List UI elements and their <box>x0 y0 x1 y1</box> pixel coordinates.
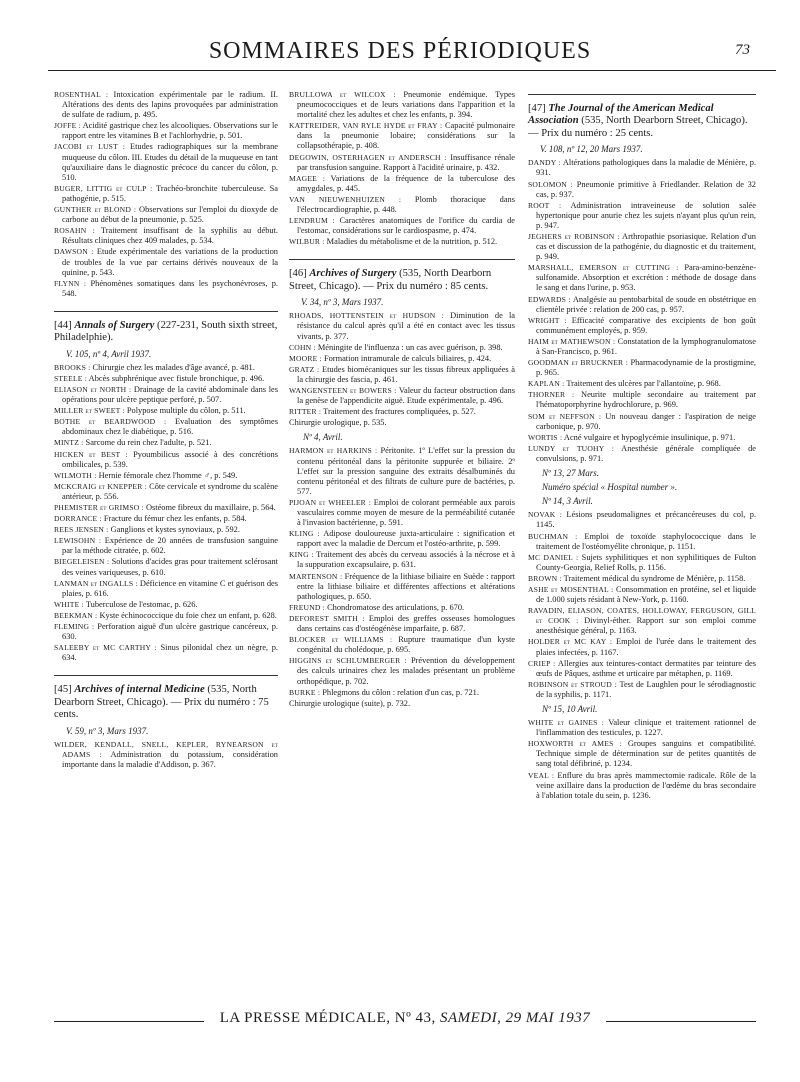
entry-text: Acidité gastrique chez les alcooliques. Observations sur le rapport entre les vitamines B et l'achlorhydrie, p. 501. <box>62 121 278 141</box>
page-footer <box>54 1010 756 1034</box>
section-divider <box>54 675 278 676</box>
section-45-heading <box>54 684 278 721</box>
section-number: [44] <box>54 319 72 331</box>
entry-text: Arthropathie psoriasique. Relation d'un cas et discussion de la pathogénie, du diagnostic et du traitement, p. 949. <box>536 231 756 262</box>
list-item <box>289 216 515 236</box>
entry-text: Expérience de 20 années de transfusion sanguine par la méthode citratée, p. 602. <box>62 536 278 556</box>
list-item <box>54 471 278 481</box>
list-item <box>528 390 756 410</box>
column-right <box>528 90 756 802</box>
list-item <box>528 433 756 443</box>
issue-subheading: Nº 13, 27 Mars. <box>542 468 600 479</box>
entry-text: Formation intramurale de calculs biliaires, p. 424. <box>323 353 492 363</box>
list-item <box>54 600 278 610</box>
entry-authors: BROOKS : <box>54 362 91 372</box>
entry-text: Polypose multiple du côlon, p. 511. <box>126 406 246 416</box>
entry-list <box>528 158 756 464</box>
entry-authors: WILDER, KENDALL, SNELL, KEPLER, RYNEARSON et ADAMS : <box>54 739 278 759</box>
list-item <box>289 407 515 417</box>
entry-text: Sarcome du rein chez l'adulte, p. 521. <box>85 438 212 448</box>
entry-authors: MAGEE : <box>289 173 325 183</box>
journal-info: (535, North Dearborn Street, Chicago). — Prix du numéro : 25 cents. <box>528 115 748 139</box>
journal-info: (535, North Dearborn Street, Chicago). — Prix du numéro : 75 cents. <box>54 684 269 721</box>
entry-authors: LUNDY et TUOHY : <box>528 443 615 453</box>
entry-authors: KING : <box>289 550 314 560</box>
section-divider <box>289 259 515 260</box>
entry-authors: BIEGELEISEN : <box>54 557 110 567</box>
entry-authors: ROBINSON et STROUD : <box>528 679 617 689</box>
list-item <box>528 680 756 700</box>
list-item <box>54 557 278 577</box>
list-item <box>54 417 278 437</box>
entry-authors: RAVADIN, ELIASON, COATES, HOLLOWAY, FERGUSON, GILL et COOK : <box>528 606 756 626</box>
entry-text: Insuffisance rénale par transfusion sanguine. Rapport à l'acidité urinaire, p. 432. <box>297 152 516 172</box>
list-item <box>528 412 756 432</box>
entry-authors: WILMOTH : <box>54 470 97 480</box>
entry-text: Capacité pulmonaire dans la pneumonie lobaire; considérations sur la collapsothérapie, p. 408. <box>297 121 515 151</box>
entry-text: Test de Laughlen pour le sérodiagnostic de la syphilis, p. 1171. <box>536 679 756 699</box>
entry-authors: DAWSON : <box>54 247 94 257</box>
entry-authors: WHITE : <box>54 599 84 609</box>
entry-authors: PHEMISTER et GRIMSO : <box>54 503 144 512</box>
entry-list <box>289 311 515 417</box>
entry-text: Lésions pseudomalignes et précancéreuses du col, p. 1145. <box>536 510 756 530</box>
entry-authors: DEGOWIN, OSTERHAGEN et ANDERSCH : <box>289 152 447 162</box>
entry-authors: WRIGHT : <box>528 315 567 325</box>
entry-text: Solutions d'acides gras pour traitement sclérosant des veines variqueuses, p. 610. <box>62 557 278 577</box>
entry-authors: KAPLAN : <box>528 379 565 389</box>
entry-authors: DEFOREST SMITH : <box>289 613 365 623</box>
list-item <box>528 659 756 679</box>
entry-authors: BLOCKER et WILLIAMS : <box>289 635 393 645</box>
list-item <box>54 503 278 513</box>
entry-authors: WILBUR : <box>289 237 325 247</box>
column-left <box>54 90 278 771</box>
journal-title: Archives of internal Medicine <box>74 684 205 696</box>
entry-authors: HICKEN et BEST : <box>54 449 128 459</box>
entry-text: Traitement des ulcères par l'allantoïne, p. 968. <box>566 379 721 389</box>
entry-text: Prévention du développement des calculs urinaires chez les malades présentant un problème orthopédique, p. 702. <box>297 656 515 686</box>
entry-text: Emploi de l'urée dans le traitement des plaies infectées, p. 1167. <box>536 637 756 657</box>
entry-authors: KLING : <box>289 529 320 539</box>
footer-text <box>219 1010 591 1027</box>
entry-text: Traitement des abcès du cerveau associés à la nécrose et à la suppuration excapsulaire, p. 631. <box>297 550 515 570</box>
entry-authors: LANMAN et INGALLS : <box>54 578 138 588</box>
list-item <box>289 529 515 549</box>
entry-text: Allergies aux teintures-contact dermatites par teinture des œufs de Pâques, asthme et urticaire par métaphen, p. 1169. <box>536 658 756 678</box>
entry-text: Tuberculose de l'estomac, p. 626. <box>85 599 198 609</box>
list-item <box>289 688 515 698</box>
list-item <box>289 635 515 655</box>
list-item <box>289 446 515 496</box>
entry-text: Variations de la fréquence de la tuberculose des amygdales, p. 445. <box>297 173 515 193</box>
list-item <box>528 316 756 336</box>
entry-authors: FLEMING : <box>54 622 95 632</box>
entry-text: Pyoumbilicus associé à des concrétions ombilicales, p. 539. <box>62 449 278 469</box>
column-middle <box>289 90 515 710</box>
entry-authors: HIGGINS et SCHLUMBERGER : <box>289 656 407 666</box>
list-item <box>289 603 515 613</box>
journal-info: (227-231, South sixth street, Philadelphie). <box>54 319 278 344</box>
entry-authors: MILLER et SWEET : <box>54 406 125 416</box>
section-divider <box>528 94 756 95</box>
issue-subheading: Nº 15, 10 Avril. <box>542 704 598 714</box>
entry-authors: BRULLOWA et WILCOX : <box>289 90 396 99</box>
entry-list <box>289 90 515 247</box>
entry-authors: HOLDER et MC KAY : <box>528 637 613 647</box>
entry-authors: GUNTHER et BLOND : <box>54 205 137 215</box>
list-item <box>54 406 278 416</box>
section-number: [45] <box>54 684 72 696</box>
list-item <box>54 622 278 642</box>
entry-authors: VAN NIEUWENHUIZEN : <box>289 194 402 204</box>
entry-text: Pneumonie primitive à Friedlander. Relation de 32 cas, p. 937. <box>536 179 756 199</box>
list-item <box>54 740 278 770</box>
entry-text: Acné vulgaire et hypoglycémie insulinique, p. 971. <box>563 432 736 442</box>
entry-text: Trachéo-bronchite tuberculeuse. Sa pathogénie, p. 515. <box>62 183 278 203</box>
entry-authors: BUGER, LITTIG et CULP : <box>54 183 153 193</box>
list-item <box>289 195 515 215</box>
entry-list <box>528 510 756 700</box>
entry-text: Efficacité comparative des excipients de bon goût communément employés, p. 959. <box>536 315 756 335</box>
entry-list <box>54 740 278 770</box>
list-item <box>54 579 278 599</box>
entry-authors: MC DANIEL : <box>528 552 579 562</box>
entry-text: Consommation en protéine, sel et liquide de 1.000 sujets résidant à New-York, p. 1160. <box>536 584 757 605</box>
list-item <box>289 365 515 385</box>
entry-list <box>289 446 515 697</box>
list-item <box>528 574 756 584</box>
entry-authors: NOVAK : <box>528 510 563 520</box>
list-item <box>528 444 756 464</box>
list-item <box>528 637 756 657</box>
entry-list <box>54 363 278 664</box>
list-item <box>54 643 278 663</box>
entry-text: Valeur du facteur obstruction dans la genèse de l'appendicite aiguë. Etude expérimentale, p. 496. <box>297 385 515 406</box>
entry-authors: MINTZ : <box>54 438 84 448</box>
entry-text: Pneumonie endémique. Types pneumococciques et de leurs variations dans l'apparition et la mortalité chez les adultes et chez les enfants, p. 394. <box>297 90 515 120</box>
list-item <box>528 379 756 389</box>
list-item <box>54 226 278 246</box>
section-44-heading <box>54 320 278 345</box>
entry-text: Phlegmons du côlon : relation d'un cas, p. 721. <box>322 687 479 697</box>
entry-text: Ganglions et kystes synoviaux, p. 592. <box>110 525 240 535</box>
list-item <box>289 550 515 570</box>
entry-text: Perforation aiguë d'un ulcère gastrique cancéreux, p. 630. <box>62 622 279 642</box>
issue-subheading: Nº 14, 3 Avril. <box>542 496 593 507</box>
footer-rule-left <box>54 1021 204 1022</box>
entry-text: Drainage de la cavité abdominale dans les opérations pour ulcère peptique perforé, p. 507. <box>62 384 278 405</box>
entry-list <box>528 718 756 801</box>
list-item <box>54 385 278 405</box>
entry-text: Etudes biomécaniques sur les tissus fibreux appliquées à la chirurgie des fascia, p. 461. <box>297 364 515 384</box>
list-item <box>528 295 756 315</box>
list-item <box>528 553 756 573</box>
journal-title: The Journal of the American Medical Association <box>528 103 714 127</box>
entry-text: Péritonite. 1º L'effet sur la pression du contenu péritonéal dans la péritonite suppurée et biliaire. 2º L'effet sur la pression sanguine des extraits désalbuminés du contenu péritonéal et des filtrats de culture pure de bactéries, p. 577. <box>297 446 515 496</box>
entry-text: Abcès subphrénique avec fistule bronchique, p. 496. <box>88 373 265 383</box>
entry-authors: VEAL : <box>528 770 555 780</box>
list-item <box>54 514 278 524</box>
entry-authors: HOXWORTH et AMES : <box>528 739 622 749</box>
list-item <box>528 585 756 605</box>
entry-authors: BURKE : <box>289 687 321 697</box>
list-item <box>289 354 515 364</box>
section-number: [47] <box>528 103 546 114</box>
entry-text: Valeur clinique et traitement rationnel de l'inflammation des testicules, p. 1227. <box>536 718 756 738</box>
entry-text: Caractères anatomiques de l'orifice du cardia de l'estomac, considérations sur le cardiospasme, p. 474. <box>297 216 515 236</box>
entry-authors: MOORE : <box>289 353 322 363</box>
list-item <box>289 498 515 528</box>
entry-authors: SALEEBY et MC CARTHY : <box>54 643 157 653</box>
entry-authors: SOLOMON : <box>528 179 573 189</box>
entry-text: Déficience en vitamine C et guérison des plaies, p. 616. <box>62 578 278 598</box>
entry-authors: FREUND : <box>289 602 325 612</box>
entry-text: Altérations pathologiques dans la maladie de Ménière, p. 931. <box>536 158 756 178</box>
entry-text: Chirurgie chez les malades d'âge avancé, p. 481. <box>92 362 255 372</box>
entry-list <box>54 90 278 299</box>
entry-authors: THORNER : <box>528 390 575 400</box>
entry-text: Sujets syphilitiques et non syphilitiques de Fulton County-Georgia, Relief Rolls, p. 1156. <box>536 552 756 572</box>
entry-authors: DANDY : <box>528 158 561 168</box>
list-item <box>528 201 756 231</box>
entry-authors: ROSENTHAL : <box>54 90 109 99</box>
section-47-heading <box>528 103 756 140</box>
entry-text: Observations sur l'emploi du dioxyde de carbone au début de la pneumonie, p. 525. <box>62 205 279 225</box>
list-item <box>54 536 278 556</box>
entry-text: Méningite de l'influenza : un cas avec guérison, p. 398. <box>317 342 503 352</box>
list-item <box>528 158 756 178</box>
list-item <box>54 611 278 621</box>
entry-authors: PIJOAN et WHEELER : <box>289 497 372 507</box>
entry-text: Kyste échinococcique du foie chez un enfant, p. 628. <box>99 610 277 620</box>
list-item <box>528 263 756 293</box>
entry-authors: JACOBI et LUST : <box>54 142 126 152</box>
entry-text: Evaluation des symptômes abdominaux chez le diabétique, p. 516. <box>62 417 278 437</box>
entry-text: Diminution de la résistance du calcul après qu'il a été en contact avec les tissus vivants, p. 377. <box>297 311 515 341</box>
list-item <box>54 121 278 141</box>
entry-text: Rupture traumatique d'un kyste congénital du cholédoque, p. 695. <box>297 635 515 655</box>
list-item <box>528 180 756 200</box>
list-item <box>289 572 515 602</box>
footer-journal: LA PRESSE MÉDICALE, <box>219 1010 391 1026</box>
entry-authors: GOODMAN et BRUCKNER : <box>528 358 629 368</box>
entry-authors: LEWISOHN : <box>54 536 102 546</box>
volume-line: V. 105, nº 4, Avril 1937. <box>66 348 152 359</box>
journal-title: Annals of Surgery <box>74 319 155 331</box>
list-item <box>528 606 756 636</box>
list-item <box>54 247 278 277</box>
page-number: 73 <box>735 42 750 58</box>
list-item <box>289 90 515 120</box>
list-item <box>54 90 278 120</box>
list-item <box>528 718 756 738</box>
entry-authors: DORRANCE : <box>54 514 102 524</box>
entry-authors: BUCHMAN : <box>528 531 578 541</box>
entry-authors: HARMON et HARKINS : <box>289 446 378 456</box>
section-46-heading <box>289 268 515 293</box>
list-item <box>289 121 515 151</box>
entry-text: Un nouveau danger : l'aspiration de neige carbonique, p. 970. <box>536 411 756 431</box>
entry-text: Sinus pilonidal chez un nègre, p. 634. <box>62 643 278 663</box>
entry-authors: STEELE : <box>54 373 88 383</box>
entry-text: Etude expérimentale des variations de la production de troubles de la vue par certains dérivés nouveaux de la quinine, p. 543. <box>62 247 278 277</box>
entry-authors: ELIASON et NORTH : <box>54 384 132 394</box>
entry-text: Traitement insuffisant de la syphilis au début. Résultats cliniques chez 409 malades, p. 534. <box>62 226 278 246</box>
list-item <box>54 142 278 182</box>
entry-authors: ROOT : <box>528 200 562 210</box>
entry-text: Adipose douloureuse juxta-articulaire : signification et rapport avec la maladie de Dercum et l'ostéo-arthrite, p. 599. <box>297 529 515 549</box>
entry-text: Groupes sanguins et compatibilité. Technique simple de détermination sur de petites quantités de sang total défibriné, p. 1234. <box>536 739 756 769</box>
plain-line: Chirurgie urologique, p. 535. <box>289 418 387 428</box>
volume-line: V. 59, nº 3, Mars 1937. <box>66 725 149 736</box>
entry-text: Traitement des fractures compliquées, p. 527. <box>323 407 476 417</box>
entry-text: Emploi de colorant perméable aux parois vasculaires comme moyen de mesure de la perméabilité cutanée à l'invasion bactérienne, p. 591. <box>297 497 516 528</box>
entry-text: Administration intraveineuse de solution salée hypertonique pour anurie chez les sujets n'ayant plus qu'un rein, p. 947. <box>536 200 756 230</box>
list-item <box>289 343 515 353</box>
entry-authors: ASHE et MOSENTHAL : <box>528 584 614 594</box>
issue-subheading: Nº 4, Avril. <box>303 432 343 443</box>
list-item <box>289 237 515 247</box>
list-item <box>289 311 515 341</box>
entry-text: Constatation de la lymphogranulomatose à San-Francisco, p. 961. <box>536 336 757 356</box>
entry-text: Analgésie au pentobarbital de soude en obstétrique en clientèle privée : relation de 200 cas, p. 957. <box>536 294 757 314</box>
plain-line: Chirurgie urologique (suite), p. 732. <box>289 698 411 708</box>
entry-authors: BROWN : <box>528 573 562 583</box>
footer-date: SAMEDI, 29 MAI 1937 <box>439 1010 591 1026</box>
entry-authors: JOFFE : <box>54 121 81 131</box>
list-item <box>54 525 278 535</box>
volume-line: V. 34, nº 3, Mars 1937. <box>301 297 384 308</box>
issue-note: Numéro spécial « Hospital number ». <box>542 482 678 493</box>
entry-text: Anesthésie générale compliquée de convulsions, p. 971. <box>536 443 756 463</box>
entry-authors: JEGHERS et ROBINSON : <box>528 231 620 241</box>
entry-authors: REES JENSEN : <box>54 525 109 535</box>
entry-authors: RITTER : <box>289 407 322 417</box>
list-item <box>528 532 756 552</box>
list-item <box>54 205 278 225</box>
list-item <box>289 174 515 194</box>
entry-text: Ostéome fibreux du maxillaire, p. 564. <box>145 503 276 512</box>
entry-text: Enflure du bras après mammectomie radicale. Rôle de la veine axillaire dans la production de l'œdème du bras secondaire à l'ablation totale du sein, p. 1236. <box>536 770 756 800</box>
entry-text: Emploi de toxoïde staphylococcique dans le traitement de l'ostéomyélite chronique, p. 1151. <box>536 531 756 551</box>
section-divider <box>54 311 278 312</box>
entry-text: Emploi des greffes osseuses homologues dans certains cas d'ostéogénèse imparfaite, p. 687. <box>297 613 515 634</box>
entry-text: Administration du potassium, considération importante dans la maladie d'Addison, p. 367. <box>62 749 278 769</box>
list-item <box>528 510 756 530</box>
journal-info: (535, North Dearborn Street, Chicago). — Prix du numéro : 85 cents. <box>289 268 492 292</box>
list-item <box>528 771 756 801</box>
footer-number: Nº 43, <box>394 1010 436 1026</box>
entry-text: Côte cervicale et syndrome du scalène antérieur, p. 556. <box>62 481 278 501</box>
list-item <box>54 363 278 373</box>
list-item <box>528 337 756 357</box>
list-item <box>54 450 278 470</box>
entry-text: Divinyl-éther. Rapport sur son emploi comme anesthésique général, p. 1163. <box>536 616 756 636</box>
entry-authors: COHN : <box>289 342 316 352</box>
entry-text: Pharmacodynamie de la prostigmine, p. 965. <box>536 358 757 378</box>
journal-title: Archives of Surgery <box>309 268 397 280</box>
list-item <box>54 438 278 448</box>
entry-authors: SOM et NEFFSON : <box>528 411 602 421</box>
header-rule <box>48 70 776 71</box>
entry-text: Plomb thoracique dans l'électrocardiographie, p. 448. <box>297 194 515 215</box>
entry-authors: LENDRUM : <box>289 216 335 226</box>
section-number: [46] <box>289 268 307 280</box>
entry-text: Fracture du fémur chez les enfants, p. 584. <box>103 514 247 524</box>
entry-text: Para-amino-benzène-sulfonamide. Absorption et excrétion : méthode de dosage dans le sang et dans l'urine, p. 953. <box>536 263 757 293</box>
entry-authors: MARTENSON : <box>289 571 343 581</box>
list-item <box>289 614 515 634</box>
list-item <box>54 184 278 204</box>
entry-text: Etudes radiographiques sur la membrane muqueuse du côlon. III. Etudes du détail de la muqueuse en tant qu'auxiliaire dans le diagnostic précoce du cancer du côlon, p. 510. <box>62 142 279 182</box>
volume-line: V. 108, nº 12, 20 Mars 1937. <box>540 144 643 155</box>
entry-authors: CRIEP : <box>528 658 556 668</box>
entry-authors: WANGENSTEEN et BOWERS : <box>289 385 397 395</box>
list-item <box>289 153 515 173</box>
list-item <box>289 386 515 406</box>
entry-authors: EDWARDS : <box>528 294 571 304</box>
entry-text: Traitement médical du syndrome de Ménière, p. 1158. <box>563 573 746 583</box>
entry-authors: RHOADS, HOTTENSTEIN et HUDSON : <box>289 311 444 321</box>
entry-authors: BOTHE et BEARDWOOD : <box>54 417 167 427</box>
list-item <box>54 482 278 502</box>
entry-authors: WHITE et GAINES : <box>528 718 605 728</box>
entry-authors: KATTREIDER, VAN RYLE HYDE et FRAY : <box>289 121 443 131</box>
page-title: SOMMAIRES DES PÉRIODIQUES <box>208 38 592 64</box>
entry-authors: BEEKMAN : <box>54 610 98 620</box>
list-item <box>528 232 756 262</box>
entry-text: Phénomènes somatiques dans les psychonévroses, p. 548. <box>62 278 279 298</box>
list-item <box>289 656 515 686</box>
page-header <box>30 38 770 68</box>
entry-authors: HAIM et MATHEWSON : <box>528 336 616 346</box>
list-item <box>54 279 278 299</box>
entry-text: Neurite multiple secondaire au traitement par l'hématoporphyrine hydrochlorure, p. 969. <box>536 390 756 410</box>
list-item <box>528 358 756 378</box>
entry-text: Fréquence de la lithiase biliaire en Suède : rapport entre la lithiase biliaire et différentes affections et altérations pathologiques, p. 650. <box>297 571 516 601</box>
entry-authors: ROSAHN : <box>54 226 95 236</box>
entry-authors: MARSHALL, EMERSON et CUTTING : <box>528 263 679 273</box>
list-item <box>54 374 278 384</box>
entry-authors: MCKCRAIG et KNEPPER : <box>54 481 147 491</box>
entry-authors: GRATZ : <box>289 364 320 374</box>
entry-text: Maladies du métabolisme et de la nutrition, p. 512. <box>326 237 498 247</box>
entry-text: Chondromatose des articulations, p. 670. <box>327 602 465 612</box>
entry-authors: WORTIS : <box>528 432 563 442</box>
entry-text: Hernie fémorale chez l'homme ♂, p. 549. <box>98 470 238 480</box>
entry-text: Intoxication expérimentale par le radium. II. Altérations des dents des lapins provoquées par administration de sulfate de radium, p. 495. <box>62 90 278 120</box>
list-item <box>528 739 756 769</box>
footer-rule-right <box>606 1021 756 1022</box>
entry-authors: FLYNN : <box>54 278 87 288</box>
